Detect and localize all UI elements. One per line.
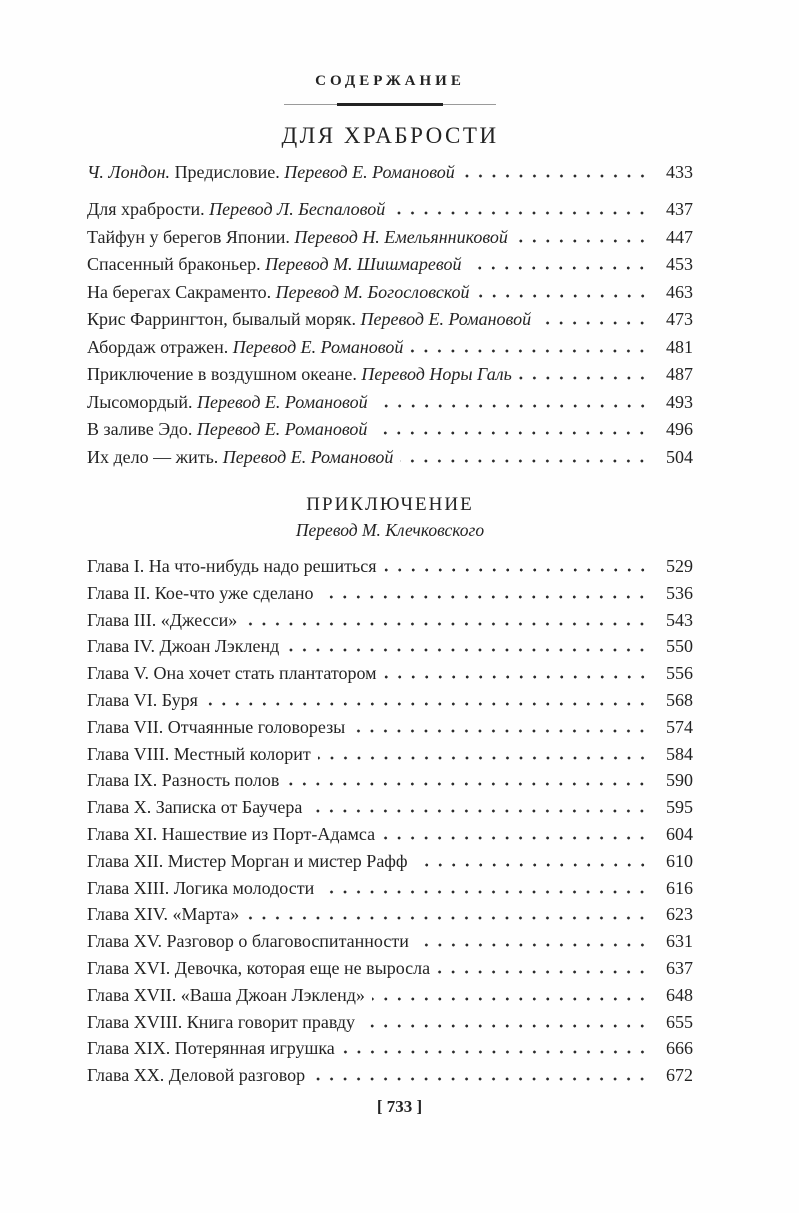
dot-leader bbox=[372, 997, 649, 1001]
dot-leader bbox=[437, 970, 649, 974]
toc-entry bbox=[87, 714, 693, 741]
entry-page-number: 556 bbox=[666, 663, 693, 684]
dot-leader bbox=[286, 648, 649, 652]
entry-title: Их дело — жить. Перевод Е. Романовой bbox=[87, 446, 394, 467]
toc-entry bbox=[87, 607, 693, 634]
dot-leader bbox=[309, 809, 649, 813]
toc-entry bbox=[87, 444, 693, 472]
entry-page-number: 536 bbox=[666, 582, 693, 603]
toc-entry bbox=[87, 767, 693, 794]
dot-leader bbox=[312, 1077, 649, 1081]
entry-title: В заливе Эдо. Перевод Е. Романовой bbox=[87, 419, 368, 439]
section-subtitle-translator: Перевод М. Клечковского bbox=[295, 520, 485, 540]
dot-leader bbox=[515, 239, 649, 243]
entry-title: На берегах Сакраменто. Перевод М. Богословской bbox=[87, 281, 470, 302]
toc-entry bbox=[87, 794, 693, 821]
toc-entry bbox=[87, 361, 693, 389]
entry-page-number: 637 bbox=[666, 957, 693, 978]
toc-entry bbox=[87, 580, 693, 607]
entry-page-number: 672 bbox=[666, 1065, 693, 1086]
entry-title: Глава VII. Отчаянные головорезы bbox=[87, 716, 346, 737]
entry-title: Глава XII. Мистер Морган и мистер Рафф bbox=[87, 850, 408, 871]
entry-page-number: 550 bbox=[666, 636, 693, 657]
entry-page-number: 616 bbox=[666, 877, 693, 898]
entry-title: Глава XVII. «Ваша Джоан Лэкленд» bbox=[87, 984, 365, 1005]
toc-entry bbox=[87, 928, 693, 955]
dot-leader bbox=[318, 756, 649, 760]
toc-entry bbox=[87, 633, 693, 660]
entry-title: Тайфун у берегов Японии. Перевод Н. Емельянниковой bbox=[87, 226, 508, 247]
entry-title: Глава II. Кое-что уже сделано bbox=[87, 582, 314, 603]
dot-leader bbox=[342, 1050, 649, 1054]
toc-entry bbox=[87, 159, 693, 187]
dot-leader bbox=[400, 459, 649, 463]
entry-title: Крис Фаррингтон, бывалый моряк. Перевод Е. Романовой bbox=[87, 309, 532, 329]
dot-leader bbox=[477, 294, 649, 298]
toc-entry bbox=[87, 982, 693, 1009]
dot-leader bbox=[286, 782, 649, 786]
dot-leader bbox=[392, 211, 649, 215]
entry-title: Глава I. На что-нибудь надо решиться bbox=[87, 556, 377, 576]
dot-leader bbox=[321, 890, 649, 894]
dot-leader bbox=[384, 675, 649, 679]
dot-leader bbox=[362, 1024, 649, 1028]
dot-leader bbox=[320, 595, 649, 599]
entry-page-number: 453 bbox=[666, 254, 693, 274]
entry-page-number: 543 bbox=[666, 609, 693, 630]
toc-entry bbox=[87, 251, 693, 279]
entry-page-number: 590 bbox=[666, 770, 693, 791]
entry-title: Глава IV. Джоан Лэкленд bbox=[87, 636, 280, 657]
entry-title: Глава VI. Буря bbox=[87, 689, 198, 710]
dot-leader bbox=[375, 404, 649, 408]
entry-title: Глава X. Записка от Баучера bbox=[87, 797, 303, 818]
ornamental-rule bbox=[284, 104, 496, 105]
toc-entry bbox=[87, 660, 693, 687]
entry-title: Абордаж отражен. Перевод Е. Романовой bbox=[87, 336, 404, 357]
toc-entry bbox=[87, 955, 693, 982]
toc-entry bbox=[87, 553, 693, 580]
entry-page-number: 584 bbox=[666, 743, 693, 764]
dot-leader bbox=[468, 266, 649, 270]
entry-title: Спасенный браконьер. Перевод М. Шишмаревой bbox=[87, 254, 462, 274]
toc-entry bbox=[87, 224, 693, 252]
entry-page-number: 631 bbox=[666, 931, 693, 952]
folio-page-number: [ 733 ] bbox=[376, 1097, 423, 1116]
toc-entry bbox=[87, 334, 693, 362]
toc-entry bbox=[87, 741, 693, 768]
entry-page-number: 493 bbox=[666, 391, 693, 412]
entry-page-number: 463 bbox=[666, 281, 693, 302]
entry-page-number: 496 bbox=[666, 419, 693, 439]
entry-page-number: 481 bbox=[666, 336, 693, 357]
section-title-dlya-khrabrosti: ДЛЯ ХРАБРОСТИ bbox=[281, 123, 499, 148]
entry-title: Для храбрости. Перевод Л. Беспаловой bbox=[87, 199, 386, 219]
toc-entry bbox=[87, 389, 693, 417]
dot-leader bbox=[462, 174, 649, 178]
entry-page-number: 487 bbox=[666, 364, 693, 384]
section-title-priklyuchenie: ПРИКЛЮЧЕНИЕ bbox=[306, 494, 474, 515]
toc-entry bbox=[87, 196, 693, 224]
entry-title: Глава V. Она хочет стать плантатором bbox=[87, 663, 377, 684]
entry-page-number: 574 bbox=[666, 716, 693, 737]
dot-leader bbox=[246, 916, 649, 920]
entry-page-number: 504 bbox=[666, 446, 693, 467]
toc-list-priklyuchenie bbox=[87, 553, 693, 1089]
toc-entry bbox=[87, 848, 693, 875]
dot-leader bbox=[352, 729, 649, 733]
entry-page-number: 473 bbox=[666, 309, 693, 329]
entry-title: Глава XIX. Потерянная игрушка bbox=[87, 1038, 335, 1059]
toc-entry bbox=[87, 1009, 693, 1036]
running-head-title: СОДЕРЖАНИЕ bbox=[315, 73, 465, 89]
entry-title: Глава XIII. Логика молодости bbox=[87, 877, 315, 898]
entry-page-number: 568 bbox=[666, 689, 693, 710]
entry-title: Глава XVIII. Книга говорит правду bbox=[87, 1011, 356, 1032]
toc-entry bbox=[87, 306, 693, 334]
entry-page-number: 655 bbox=[666, 1011, 693, 1032]
entry-title: Глава IX. Разность полов bbox=[87, 770, 280, 791]
dot-leader bbox=[519, 376, 649, 380]
entry-title: Глава XI. Нашествие из Порт-Адамса bbox=[87, 823, 376, 844]
toc-entry bbox=[87, 279, 693, 307]
dot-leader bbox=[384, 568, 649, 572]
dot-leader bbox=[374, 431, 649, 435]
entry-page-number: 433 bbox=[666, 162, 693, 182]
dot-leader bbox=[382, 836, 649, 840]
entry-page-number: 529 bbox=[666, 556, 693, 576]
entry-page-number: 595 bbox=[666, 797, 693, 818]
entry-page-number: 604 bbox=[666, 823, 693, 844]
entry-title: Глава VIII. Местный колорит bbox=[87, 743, 311, 764]
entry-title: Глава XX. Деловой разговор bbox=[87, 1065, 306, 1086]
toc-entry bbox=[87, 1035, 693, 1062]
entry-title: Глава XV. Разговор о благовоспитанности bbox=[87, 931, 409, 952]
dot-leader bbox=[538, 321, 649, 325]
toc-entry bbox=[87, 687, 693, 714]
toc-entry bbox=[87, 875, 693, 902]
toc-entry bbox=[87, 821, 693, 848]
entry-page-number: 648 bbox=[666, 984, 693, 1005]
dot-leader bbox=[415, 863, 649, 867]
entry-page-number: 623 bbox=[666, 904, 693, 925]
dot-leader bbox=[416, 943, 649, 947]
entry-title: Ч. Лондон. Предисловие. Перевод Е. Романовой bbox=[87, 162, 455, 182]
entry-page-number: 447 bbox=[666, 226, 693, 247]
entry-title: Глава XVI. Девочка, которая еще не выросла bbox=[87, 957, 431, 978]
entry-title: Глава XIV. «Марта» bbox=[87, 904, 240, 925]
entry-page-number: 610 bbox=[666, 850, 693, 871]
entry-page-number: 437 bbox=[666, 199, 693, 219]
entry-title: Глава III. «Джесси» bbox=[87, 609, 238, 630]
toc-entry bbox=[87, 416, 693, 444]
toc-entry bbox=[87, 1062, 693, 1089]
toc-entry bbox=[87, 901, 693, 928]
entry-title: Приключение в воздушном океане. Перевод Норы Галь bbox=[87, 364, 512, 384]
entry-page-number: 666 bbox=[666, 1038, 693, 1059]
dot-leader bbox=[205, 702, 649, 706]
entry-title: Лысомордый. Перевод Е. Романовой bbox=[87, 391, 368, 412]
dot-leader bbox=[410, 349, 649, 353]
dot-leader bbox=[244, 622, 649, 626]
toc-list-dlya-khrabrosti bbox=[87, 159, 693, 471]
